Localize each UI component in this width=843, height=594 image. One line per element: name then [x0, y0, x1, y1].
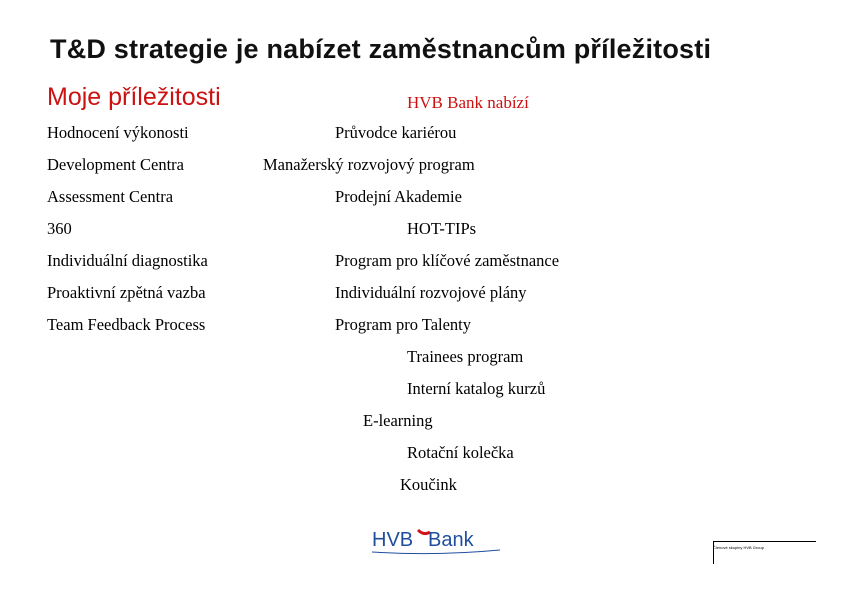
list-item: Průvodce kariérou — [335, 123, 457, 142]
footer-note — [713, 541, 816, 550]
list-item: Manažerský rozvojový program — [263, 155, 475, 174]
list-item: HOT-TIPs — [407, 219, 477, 238]
logo-text-bank: Bank — [428, 529, 474, 551]
list-item: Assessment Centra — [47, 187, 174, 206]
logo-text-hvb: HVB — [372, 529, 414, 551]
list-item: 360 — [47, 219, 72, 238]
hvb-bank-logo — [370, 522, 502, 556]
list-item: Individuální diagnostika — [47, 251, 208, 270]
list-item: Team Feedback Process — [47, 315, 206, 334]
list-item: Interní katalog kurzů — [407, 379, 546, 398]
list-item: Prodejní Akademie — [335, 187, 462, 206]
left-heading: Moje příležitosti — [47, 83, 221, 111]
list-item: Rotační kolečka — [407, 443, 514, 462]
list-item: Hodnocení výkonosti — [47, 123, 189, 142]
list-item: Development Centra — [47, 155, 184, 174]
list-item: Program pro klíčové zaměstnance — [335, 251, 560, 270]
right-heading: HVB Bank nabízí — [407, 93, 529, 112]
list-item: Proaktivní zpětná vazba — [47, 283, 206, 302]
list-item: E-learning — [363, 411, 433, 430]
list-item: Trainees program — [407, 347, 524, 366]
list-item: Koučink — [400, 475, 457, 494]
footer-note-text: Členové skupiny HVB Group — [713, 545, 764, 550]
list-item: Individuální rozvojové plány — [335, 283, 527, 302]
page-title: T&D strategie je nabízet zaměstnancům příležitosti — [50, 34, 712, 64]
list-item: Program pro Talenty — [335, 315, 472, 334]
